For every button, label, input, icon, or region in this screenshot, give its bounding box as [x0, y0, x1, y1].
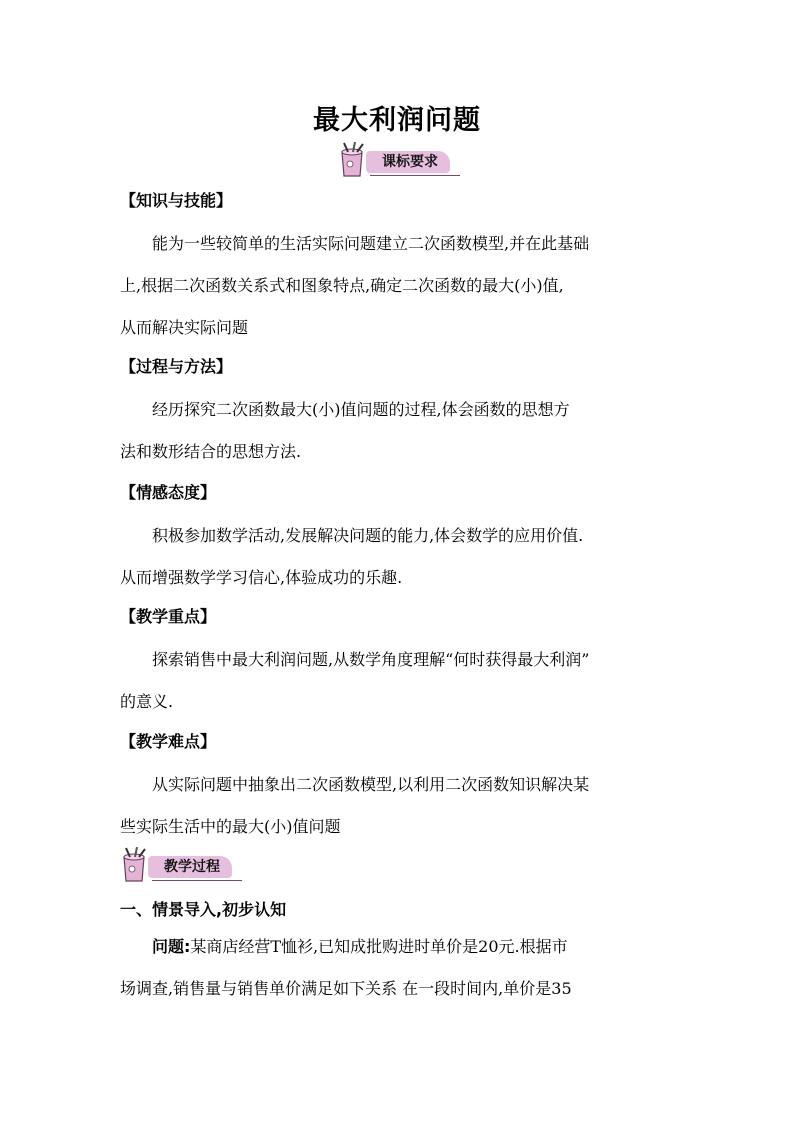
curriculum-banner: [336, 142, 460, 178]
heading-key-point: 【教学重点】: [120, 607, 217, 626]
text-line: 法和数形结合的思想方法.: [120, 442, 302, 461]
text-line: 的意义.: [120, 692, 174, 711]
banner-label: 课标要求: [366, 151, 450, 173]
text-line: 场调查,销售量与销售单价满足如下关系 在一段时间内,单价是35: [120, 979, 572, 998]
heading-part-one: 一、情景导入,初步认知: [120, 900, 287, 919]
text-line: 能为一些较简单的生活实际问题建立二次函数模型,并在此基础: [152, 234, 590, 253]
text-line: 些实际生活中的最大(小)值问题: [120, 817, 341, 836]
question-label: 问题:: [152, 937, 191, 956]
text-line: 经历探究二次函数最大(小)值问题的过程,体会函数的思想方: [152, 400, 570, 419]
banner-underline: [370, 175, 460, 176]
paragraph-knowledge: [120, 223, 676, 349]
question-text: 某商店经营T恤衫,已知成批购进时单价是20元.根据市: [190, 937, 568, 956]
paragraph-key-point: [120, 639, 676, 723]
paragraph-process: [120, 389, 676, 473]
text-line: 探索销售中最大利润问题,从数学角度理解“何时获得最大利润”: [152, 650, 590, 669]
heading-knowledge: 【知识与技能】: [120, 191, 233, 210]
paragraph-difficulty: [120, 764, 676, 848]
text-line: 从而解决实际问题: [120, 318, 249, 337]
heading-attitude: 【情感态度】: [120, 483, 217, 502]
text-line: 从而增强数学学习信心,体验成功的乐趣.: [120, 568, 403, 587]
paragraph-attitude: [120, 515, 676, 599]
heading-process: 【过程与方法】: [120, 357, 233, 376]
heading-difficulty: 【教学难点】: [120, 732, 217, 751]
text-line: 从实际问题中抽象出二次函数模型,以利用二次函数知识解决某: [152, 775, 590, 794]
page-title: 最大利润问题: [313, 105, 481, 136]
text-line: 上,根据二次函数关系式和图象特点,确定二次函数的最大(小)值,: [120, 276, 564, 295]
text-line: 积极参加数学活动,发展解决问题的能力,体会数学的应用价值.: [152, 526, 584, 545]
paragraph-question: [120, 926, 680, 1010]
teaching-process-banner: [118, 847, 242, 883]
text-line: [120, 926, 680, 968]
banner-underline: [152, 880, 242, 881]
banner-label: 教学过程: [148, 856, 232, 878]
